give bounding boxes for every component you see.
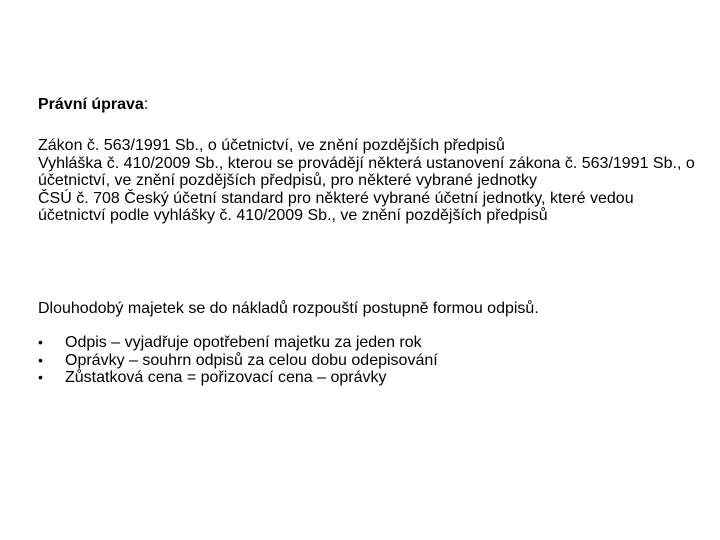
section-heading bbox=[38, 95, 148, 115]
list-item-text: Zůstatková cena = pořizovací cena – oprávky bbox=[65, 369, 387, 386]
section-heading-colon: : bbox=[143, 96, 149, 113]
section-heading-bold: Právní úprava bbox=[38, 96, 144, 113]
list-item bbox=[38, 369, 438, 387]
legal-reference-decree: Vyhláška č. 410/2009 Sb., kterou se provádějí některá ustanovení zákona č. 563/1991 Sb., o účetnictví, ve znění pozdějších předpisů, pro některé vybrané jednotky bbox=[38, 154, 695, 189]
depreciation-statement: Dlouhodobý majetek se do nákladů rozpouští postupně formou odpisů. bbox=[38, 300, 539, 317]
list-item-text: Odpis – vyjadřuje opotřebení majetku za jeden rok bbox=[65, 334, 422, 351]
bullet-icon: • bbox=[38, 334, 43, 350]
list-item-text: Oprávky – souhrn odpisů za celou dobu odepisování bbox=[65, 351, 438, 369]
bullet-icon: • bbox=[38, 351, 43, 368]
list-item bbox=[38, 352, 438, 370]
bullet-icon: • bbox=[38, 369, 43, 385]
legal-reference-law: Zákon č. 563/1991 Sb., o účetnictví, ve znění pozdějších předpisů bbox=[38, 137, 505, 154]
definition-list bbox=[38, 334, 438, 387]
list-item bbox=[38, 334, 438, 352]
legal-references bbox=[38, 137, 698, 225]
legal-reference-standard: ČSÚ č. 708 Český účetní standard pro některé vybrané účetní jednotky, které vedou účetnictví podle vyhlášky č. 410/2009 Sb., ve znění pozdějších předpisů bbox=[38, 189, 634, 224]
